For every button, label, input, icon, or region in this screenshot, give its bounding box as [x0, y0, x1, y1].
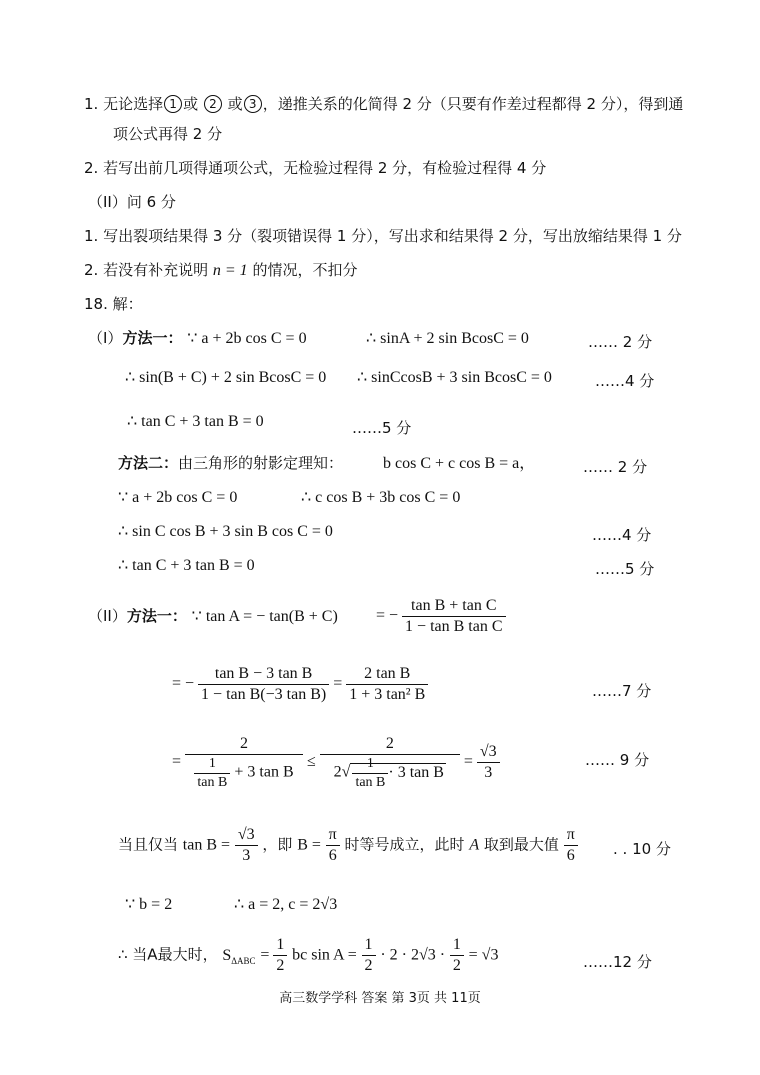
part-ii-method-1: （II）方法一： ∵ tan A = − tan(B + C): [88, 607, 338, 625]
score-4: ……4 分: [595, 372, 655, 390]
circled-2: 2: [204, 95, 222, 113]
eq-tan: ∴ tan C + 3 tan B = 0: [127, 413, 264, 430]
score-2b: …… 2 分: [583, 458, 648, 476]
method-1-line-1: （I）方法一： ∵ a + 2b cos C = 0: [88, 329, 307, 347]
score-4b: ……4 分: [592, 526, 652, 544]
question-18-heading: 18. 解：: [84, 295, 143, 313]
score-9: …… 9 分: [585, 751, 650, 769]
score-5: ……5 分: [352, 419, 412, 437]
area-line: ∴ 当A最大时， $S_{\Delta ABC}$ = $\frac{1}{2}$ bc sin A = $\frac{1}{2}$ · 2 · 2√3 · $\frac{1}{2}$ = √3: [118, 936, 499, 974]
score-12: ……12 分: [583, 953, 652, 971]
note-1-line-2: 项公式再得 2 分: [113, 125, 223, 143]
score-10: . . 10 分: [613, 840, 671, 858]
score-5b: ……5 分: [595, 560, 655, 578]
eq-projection: b cos C + c cos B = a，: [383, 455, 536, 472]
part-ii-heading: （II）问 6 分: [88, 193, 176, 211]
circled-1: 1: [164, 95, 182, 113]
eq-b: ∵ b = 2: [125, 896, 173, 913]
eq-given: ∵ a + 2b cos C = 0: [118, 489, 238, 506]
frac-step-2: = − $\frac{\text{tan B − 3 tan B}}{\text{1 − tan B(−3 tan B)}}$ = $\frac{\text{2 tan B}}{\text{1 + 3 tan² B}}$: [172, 664, 428, 705]
frac-tanA: = − $\frac{\text{tan B + tan C}}{\text{1 − tan B tan C}}$: [376, 596, 506, 637]
note-1-line-1: 1. 无论选择 1 或 2 或 3 ，递推关系的化简得 2 分（只要有作差过程都得 2 分），得到通: [84, 95, 684, 113]
note-2: 2. 若写出前几项得通项公式，无检验过程得 2 分，有检验过程得 4 分: [84, 159, 547, 177]
page-footer: 高三数学学科 答案 第 3页 共 11页: [279, 991, 481, 1006]
eq-tan-2: ∴ tan C + 3 tan B = 0: [118, 557, 255, 574]
equality-condition: 当且仅当 tan B = $\frac{√3}{3}$ ，即 B = $\frac{\pi}{6}$ 时等号成立，此时 A 取到最大值 $\frac{\pi}{6}$: [118, 825, 578, 866]
eq-sin-b-plus-c: ∴ sin(B + C) + 2 sin BcosC = 0: [125, 369, 327, 386]
eq-sin-cos: ∴ sin C cos B + 3 sin B cos C = 0: [118, 523, 333, 540]
note-4: 2. 若没有补充说明 n = 1 的情况，不扣分: [84, 261, 358, 279]
eq-ccosb: ∴ c cos B + 3b cos C = 0: [301, 489, 461, 506]
method-2-line-1: 方法二：由三角形的射影定理知：: [118, 454, 344, 472]
note-3: 1. 写出裂项结果得 3 分（裂项错误得 1 分），写出求和结果得 2 分，写出放缩结果得 1 分: [84, 227, 682, 245]
inequality-step: = 2 $\frac{1}{\text{tan B}}$ + 3 tan B ≤ 2 2√ $\frac{1}{\text{tan B}}$ · 3 tan B = $\frac{√3}{3}$: [172, 734, 500, 791]
eq-sinccosb: ∴ sinCcosB + 3 sin BcosC = 0: [357, 369, 552, 386]
eq-a-c: ∴ a = 2, c = 2√3: [234, 896, 338, 913]
score-7: ……7 分: [592, 682, 652, 700]
circled-3: 3: [244, 95, 262, 113]
score-2: …… 2 分: [588, 333, 653, 351]
eq-sinA: ∴ sinA + 2 sin BcosC = 0: [366, 330, 529, 347]
